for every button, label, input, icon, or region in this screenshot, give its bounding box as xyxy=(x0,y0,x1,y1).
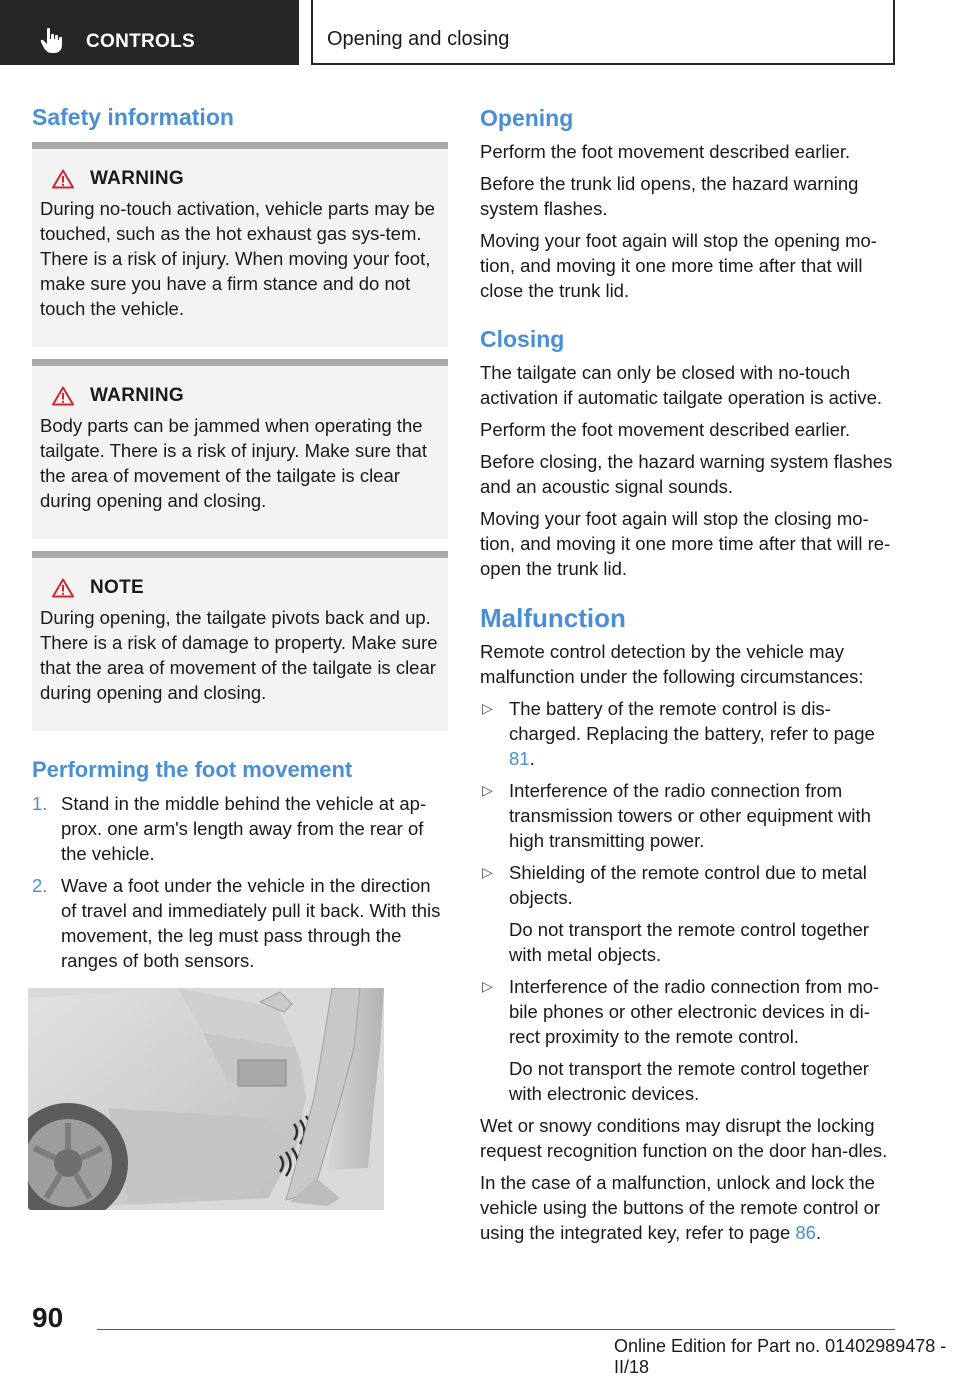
bullet-text: Interference of the radio connection from mo-bile phones or other electronic devices in di-rect proximity to the remote control. xyxy=(509,976,880,1047)
malfunction-list xyxy=(480,696,900,1106)
final-para-end: . xyxy=(815,1222,822,1243)
list-item xyxy=(32,873,448,973)
malfunction-intro: Remote control detection by the vehicle may malfunction under the following circumstances: xyxy=(480,641,864,687)
bullet-triangle-icon: ▷ xyxy=(482,782,493,798)
bullet-text: Interference of the radio connection from transmission towers or other equipment with high transmitting power. xyxy=(509,780,871,851)
wet-conditions-para: Wet or snowy conditions may disrupt the locking request recognition function on the door han-dles. xyxy=(480,1115,888,1161)
bullet-subtext: Do not transport the remote control together with metal objects. xyxy=(509,919,869,965)
warning-box-1 xyxy=(32,142,448,347)
note-label: NOTE xyxy=(90,577,144,598)
caution-triangle-icon xyxy=(52,578,74,598)
step-number: 2. xyxy=(32,875,48,896)
bullet-text-end: . xyxy=(529,748,535,769)
bullet-text: Shielding of the remote control due to metal objects. xyxy=(509,862,867,908)
foot-movement-heading: Performing the foot movement xyxy=(32,757,353,782)
page-link-81[interactable]: 81 xyxy=(509,748,530,769)
warning-label-1: WARNING xyxy=(90,168,184,189)
warning-text-1: During no-touch activation, vehicle parts may be touched, such as the hot exhaust gas sys-tem. There is a risk of injury. When moving your foot, make sure you have a firm stance and do not touch the vehicle. xyxy=(40,198,435,319)
page-number: 90 xyxy=(32,1302,64,1333)
note-text: During opening, the tailgate pivots back and up. There is a risk of damage to property. Make sure that the area of movement of the tailgate is clear during opening and closing. xyxy=(40,607,438,703)
list-item xyxy=(480,696,900,771)
step-text: Wave a foot under the vehicle in the direction of travel and immediately pull it back. With this movement, the leg must pass through the ranges of both sensors. xyxy=(61,875,441,971)
closing-para-2: Perform the foot movement described earlier. xyxy=(480,419,851,440)
final-para xyxy=(480,1170,900,1245)
bullet-triangle-icon: ▷ xyxy=(482,864,493,880)
malfunction-heading: Malfunction xyxy=(480,603,626,633)
bullet-subtext: Do not transport the remote control together with electronic devices. xyxy=(509,1058,869,1104)
page-title: Opening and closing xyxy=(327,28,510,50)
list-item xyxy=(480,974,900,1106)
footer-divider xyxy=(97,1329,895,1330)
list-item xyxy=(480,778,900,853)
step-text: Stand in the middle behind the vehicle at ap-prox. one arm's length away from the rear of the vehicle. xyxy=(61,793,427,864)
header-title-box xyxy=(311,0,895,65)
warning-title-1 xyxy=(52,168,440,190)
warning-text-2: Body parts can be jammed when operating the tailgate. There is a risk of injury. Make sure that the area of movement of the tailgate is clear during opening and closing. xyxy=(40,415,427,511)
warning-box-2 xyxy=(32,359,448,539)
opening-para-2: Before the trunk lid opens, the hazard warning system flashes. xyxy=(480,173,859,219)
note-box xyxy=(32,551,448,731)
right-column xyxy=(480,104,900,1245)
closing-para-1: The tailgate can only be closed with no-touch activation if automatic tailgate operation is active. xyxy=(480,362,883,408)
closing-para-4: Moving your foot again will stop the closing mo-tion, and moving it one more time after that will re-open the trunk lid. xyxy=(480,508,891,579)
bullet-triangle-icon: ▷ xyxy=(482,978,493,994)
warning-triangle-icon xyxy=(52,169,74,189)
list-item xyxy=(480,860,900,967)
opening-para-1: Perform the foot movement described earlier. xyxy=(480,141,851,162)
closing-heading: Closing xyxy=(480,326,565,352)
list-item xyxy=(32,791,448,866)
safety-heading: Safety information xyxy=(32,104,234,130)
bullet-triangle-icon: ▷ xyxy=(482,700,493,716)
header-section-label: CONTROLS xyxy=(86,31,196,52)
page-link-86[interactable]: 86 xyxy=(795,1222,816,1243)
bullet-text: The battery of the remote control is dis-charged. Replacing the battery, refer to page xyxy=(509,698,875,744)
warning-title-2 xyxy=(52,385,440,407)
note-title xyxy=(52,577,440,599)
foot-movement-illustration xyxy=(28,988,384,1210)
warning-label-2: WARNING xyxy=(90,385,184,406)
closing-para-3: Before closing, the hazard warning system flashes and an acoustic signal sounds. xyxy=(480,451,893,497)
warning-triangle-icon xyxy=(52,386,74,406)
foot-steps-list xyxy=(32,791,448,980)
final-para-text: In the case of a malfunction, unlock and lock the vehicle using the buttons of the remote control or using the integrated key, refer to page xyxy=(480,1172,881,1243)
header-section-tab xyxy=(0,0,299,65)
hand-pointer-icon xyxy=(38,26,66,54)
opening-heading: Opening xyxy=(480,105,574,131)
opening-para-3: Moving your foot again will stop the opening mo-tion, and moving it one more time after that will close the trunk lid. xyxy=(480,230,877,301)
step-number: 1. xyxy=(32,793,48,814)
footer-edition: Online Edition for Part no. 01402989478 - II/18 xyxy=(614,1336,947,1377)
